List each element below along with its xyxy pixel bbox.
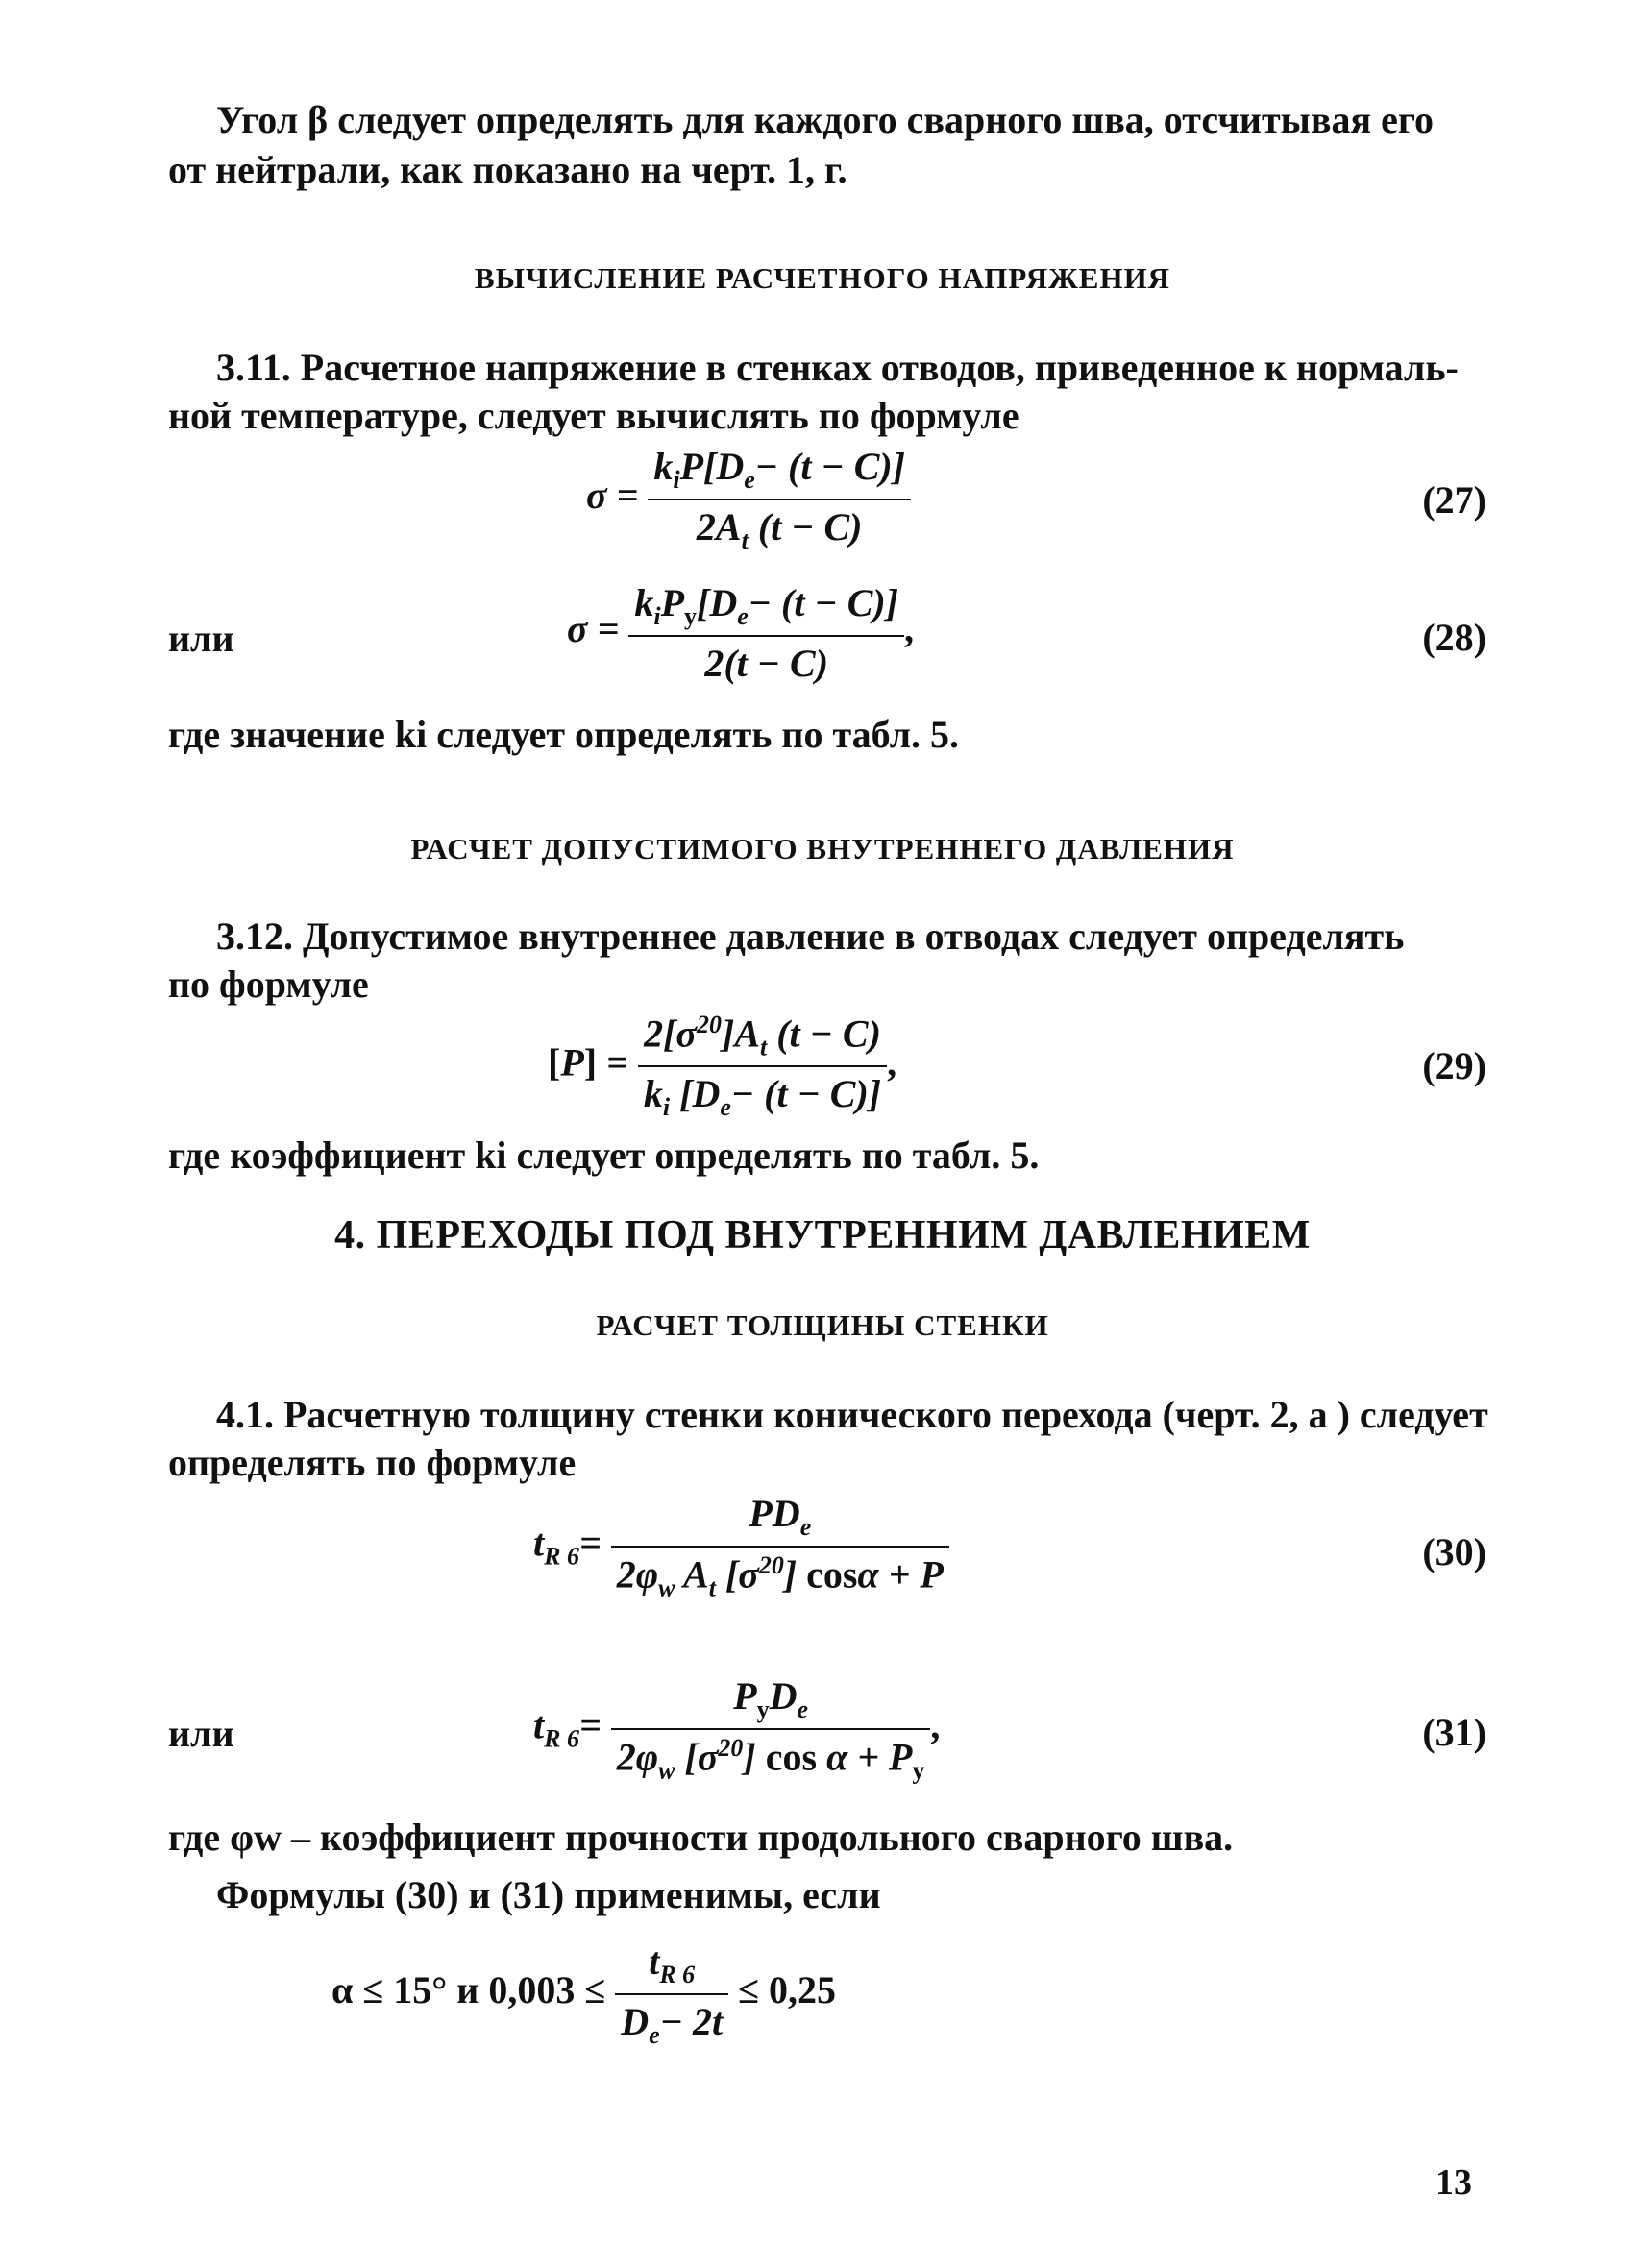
equation-31: $t_{R 6}=$ $\frac{P_уD_e}{2\varphi_w [\sigma^{20}] \cos \alpha + P_у}$ , xyxy=(533,1674,941,1785)
heading-stress: ВЫЧИСЛЕНИЕ РАСЧЕТНОГО НАПРЯЖЕНИЯ xyxy=(474,261,1171,295)
where-ki-table: где значение ki следует определять по табл. 5. xyxy=(168,713,960,756)
equation-27: σ = $\frac{k_iP[D_e- (t - C)]}{2A_t (t - C)}$ xyxy=(586,444,911,555)
p312-line-2: по формуле xyxy=(168,963,369,1006)
intro-line-1: Угол β следует определять для каждого сварного шва, отсчитывая его xyxy=(216,98,1435,141)
or-label-28: или xyxy=(168,617,234,660)
page-number: 13 xyxy=(1436,2162,1472,2203)
condition-formula: α ≤ 15° и 0,003 ≤ $\frac{t_{R 6}}{D_e- 2t}$ ≤ 0,25 xyxy=(331,1939,837,2049)
heading-pressure: РАСЧЕТ ДОПУСТИМОГО ВНУТРЕННЕГО ДАВЛЕНИЯ xyxy=(410,832,1235,866)
formulas-applicable: Формулы (30) и (31) применимы, если xyxy=(216,1873,881,1916)
equation-29-label: (29) xyxy=(1422,1044,1486,1087)
where-phi: где φw – коэффициент прочности продольного сварного шва. xyxy=(168,1816,1234,1859)
equation-28-label: (28) xyxy=(1422,616,1486,659)
or-label-31: или xyxy=(168,1712,234,1755)
p312-line-1: 3.12. Допустимое внутреннее давление в отводах следует определять xyxy=(216,915,1405,958)
equation-27-label: (27) xyxy=(1422,478,1486,522)
intro-line-2: от нейтрали, как показано на черт. 1, г. xyxy=(168,148,847,191)
p41-line-1: 4.1. Расчетную толщину стенки конического перехода (черт. 2, а ) следует xyxy=(216,1393,1488,1436)
p41-line-2: определять по формуле xyxy=(168,1441,577,1484)
equation-30-label: (30) xyxy=(1422,1530,1486,1573)
where-coef-ki: где коэффициент ki следует определять по табл. 5. xyxy=(168,1134,1040,1177)
p311-line-2: ной температуре, следует вычислять по формуле xyxy=(168,394,1019,437)
heading-thickness: РАСЧЕТ ТОЛЩИНЫ СТЕНКИ xyxy=(596,1308,1049,1342)
p311-line-1: 3.11. Расчетное напряжение в стенках отводов, приведенное к нормаль- xyxy=(216,346,1459,389)
equation-28: σ = $\frac{k_iP_у[D_e- (t - C)]}{2(t - C)}$ , xyxy=(567,581,915,685)
equation-30: $t_{R 6}=$ $\frac{PD_e}{2\varphi_w A_t [\sigma^{20}] \cos\alpha + P}$ xyxy=(533,1491,949,1602)
section-4-title: 4. ПЕРЕХОДЫ ПОД ВНУТРЕННИМ ДАВЛЕНИЕМ xyxy=(334,1213,1311,1257)
equation-29: [P] = $\frac{2[\sigma^{20}]A_t (t - C)}{k_i [D_e- (t - C)]}$ , xyxy=(548,1011,897,1122)
equation-31-label: (31) xyxy=(1422,1711,1486,1754)
